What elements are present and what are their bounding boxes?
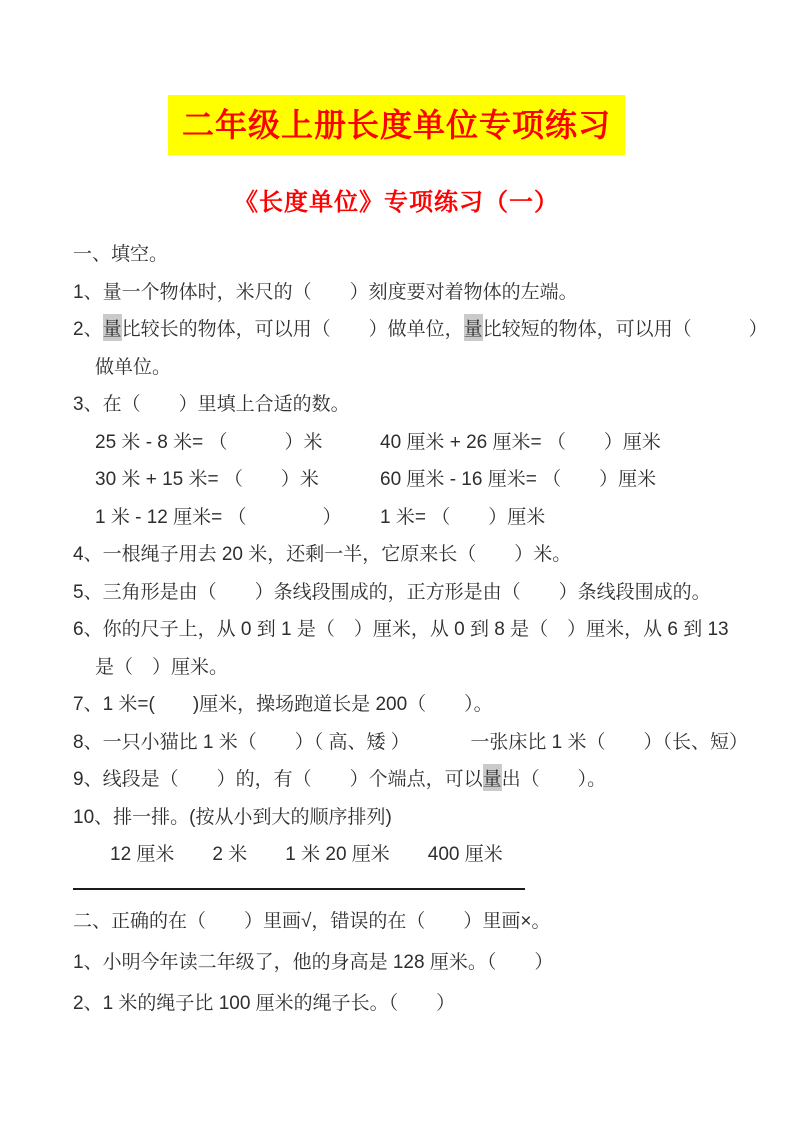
section-two-question-1: 1、小明今年读二年级了，他的身高是 128 厘米。（ ） [73,951,554,973]
question-9-text-b: 出（ ）。 [501,769,607,791]
question-3: 3、在（ ）里填上合适的数。 [73,394,350,416]
page-title-banner [168,95,625,155]
question-8 [73,722,748,760]
question-2 [73,309,768,347]
equation-left: 30 米 + 15 米= （ ）米 [95,469,319,491]
question-2-text-a: 比较长的物体，可以用（ ）做单位， [121,319,464,341]
page-subtitle: 《长度单位》专项练习（一） [234,189,559,216]
question-2-continued: 做单位。 [95,356,172,378]
equation-right: 1 米= （ ）厘米 [380,506,546,528]
question-10-options: 12 厘米 2 米 1 米 20 厘米 400 厘米 [110,844,503,866]
question-8-left: 8、一只小猫比 1 米（ ）（ 高、矮 ） [73,731,410,753]
equation-right: 40 厘米 + 26 厘米= （ ）厘米 [380,431,661,453]
section-two-heading: 二、正确的在（ ）里画√，错误的在（ ）里画×。 [73,910,551,932]
question-2-text-b: 比较短的物体，可以用（ ） [482,319,768,341]
question-9-text-a: 线段是（ ）的，有（ ）个端点，可以 [102,769,483,791]
section-two-question-2: 2、1 米的绳子比 100 厘米的绳子长。（ ） [73,992,456,1014]
section-one-heading: 一、填空。 [73,244,169,266]
equation-left: 1 米 - 12 厘米= （ ） [95,506,342,528]
question-3-row-3 [73,497,748,535]
question-1: 1、量一个物体时，米尺的（ ）刻度要对着物体的左端。 [73,281,578,303]
worksheet-body [73,234,768,1022]
question-3-row-1 [73,422,748,460]
question-9-number: 9、 [73,769,103,791]
question-10: 10、排一排。(按从小到大的顺序排列) [73,806,392,828]
highlighted-char: 量 [464,314,483,341]
question-5: 5、三角形是由（ ）条线段围成的，正方形是由（ ）条线段围成的。 [73,581,711,603]
page-title: 二年级上册长度单位专项练习 [181,107,611,143]
highlighted-char: 量 [483,764,502,791]
equation-right: 60 厘米 - 16 厘米= （ ）厘米 [380,469,657,491]
question-4: 4、一根绳子用去 20 米，还剩一半，它原来长（ ）米。 [73,544,572,566]
title-banner-row [0,0,793,155]
equation-left: 25 米 - 8 米= （ ）米 [95,431,323,453]
question-7: 7、1 米=( )厘米，操场跑道长是 200（ ）。 [73,694,493,716]
question-3-row-2 [73,459,748,497]
question-9 [73,759,748,797]
question-6-continued: 是（ ）厘米。 [95,656,229,678]
answer-underline [73,888,525,890]
question-6: 6、你的尺子上，从 0 到 1 是（ ）厘米，从 0 到 8 是（ ）厘米，从 6 到 13 [73,619,729,641]
question-8-right: 一张床比 1 米（ ）（长、短） [470,731,748,753]
highlighted-char: 量 [103,314,122,341]
question-2-number: 2、 [73,319,103,341]
